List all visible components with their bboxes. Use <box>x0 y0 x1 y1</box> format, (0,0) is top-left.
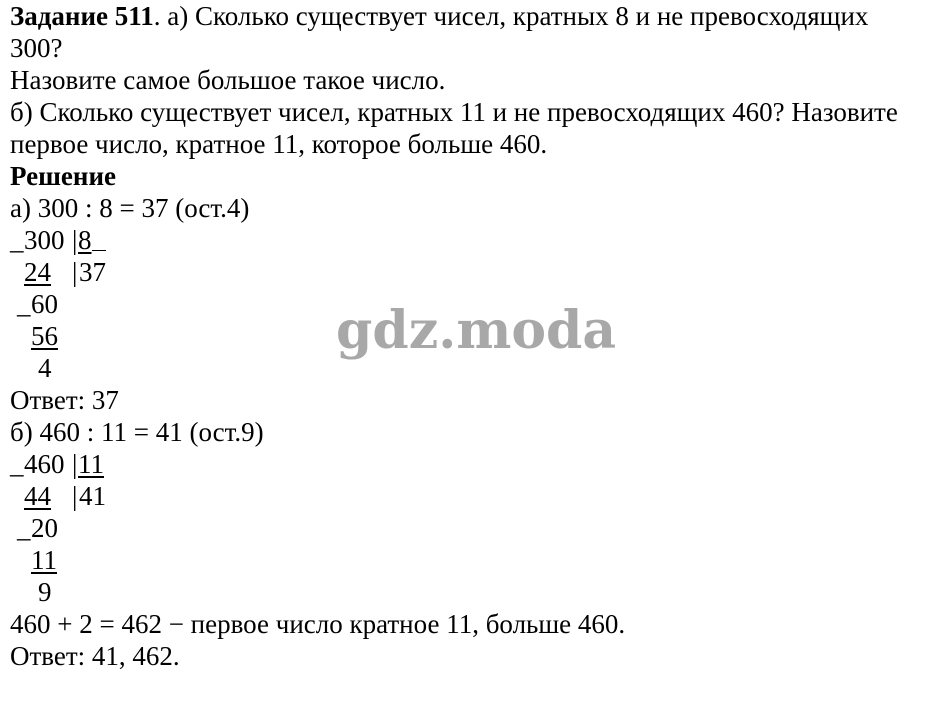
part-b-note: 460 + 2 = 462 − первое число кратное 11, больше 460. <box>10 609 626 639</box>
intermediate-remainder: 60 <box>31 289 58 319</box>
task-line-1 <box>10 0 868 32</box>
division-bar: | <box>72 225 78 255</box>
watermark-logo: gdz.moda <box>336 300 617 361</box>
quotient: 37 <box>79 257 106 287</box>
task-line-2: 300? <box>10 33 63 63</box>
remainder: 4 <box>38 353 52 383</box>
subtrahend-1: 44 <box>24 481 51 511</box>
quotient-bar: | <box>72 481 78 511</box>
minus-sign: _ <box>10 449 24 479</box>
minus-sign: _ <box>17 289 31 319</box>
subtrahend-1: 24 <box>24 257 51 287</box>
task-line-4: б) Сколько существует чисел, кратных 11 и не превосходящих 460? Назовите <box>10 97 898 127</box>
minus-sign: _ <box>17 513 31 543</box>
subtrahend-2: 56 <box>31 321 58 351</box>
quotient: 41 <box>79 481 106 511</box>
minus-sign: _ <box>10 225 24 255</box>
divisor-underline <box>92 222 106 251</box>
remainder: 9 <box>38 577 52 607</box>
divisor: 8 <box>78 225 92 255</box>
task-line-3: Назовите самое большое такое число. <box>10 65 446 95</box>
dividend: 460 <box>24 449 65 479</box>
part-b-equation: б) 460 : 11 = 41 (ост.9) <box>10 417 264 447</box>
quotient-bar: | <box>72 257 78 287</box>
divisor: 11 <box>78 449 104 479</box>
part-a-equation: а) 300 : 8 = 37 (ост.4) <box>10 193 250 223</box>
intermediate-remainder: 20 <box>31 513 58 543</box>
solution-heading: Решение <box>10 161 116 191</box>
dividend: 300 <box>24 225 65 255</box>
task-part-a-text: . а) Сколько существует чисел, кратных 8 и не превосходящих <box>153 1 869 31</box>
part-a-answer: Ответ: 37 <box>10 385 119 415</box>
part-b-answer: Ответ: 41, 462. <box>10 641 180 671</box>
division-bar: | <box>72 449 78 479</box>
task-line-5: первое число, кратное 11, которое больше 460. <box>10 129 548 159</box>
task-label: Задание 511 <box>10 1 154 31</box>
subtrahend-2: 11 <box>31 545 57 575</box>
